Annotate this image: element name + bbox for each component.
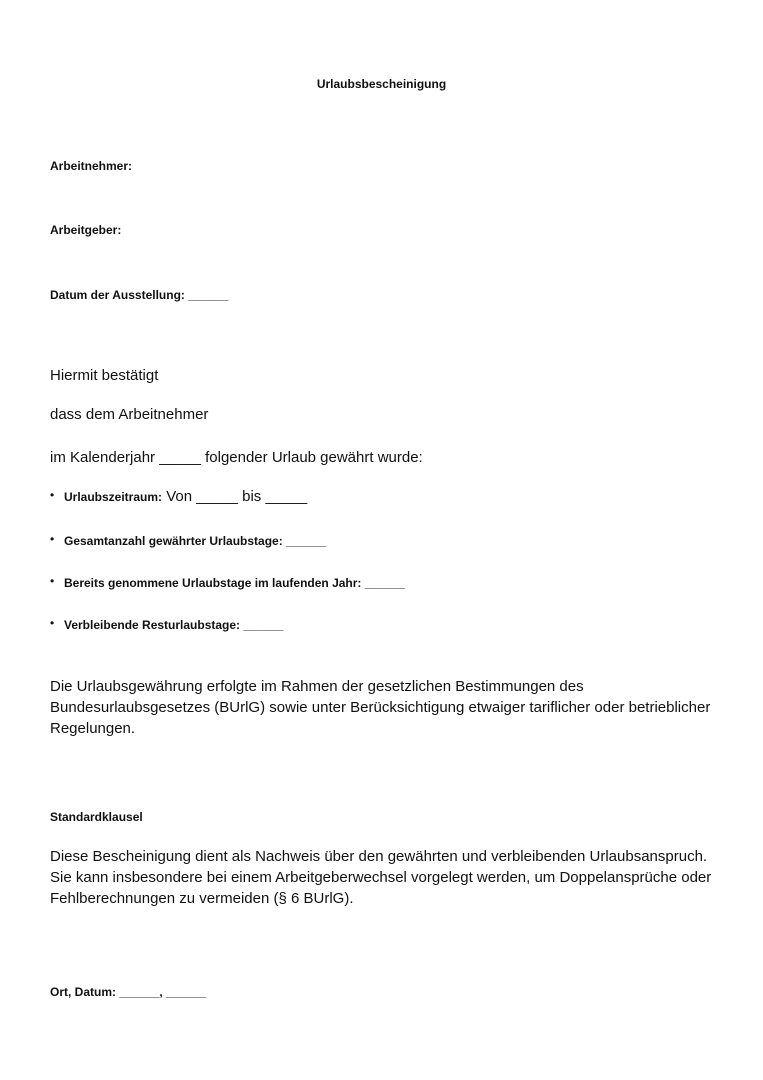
employee-label: Arbeitnehmer: [50, 159, 133, 173]
list-item [64, 488, 307, 506]
document-title: Urlaubsbescheinigung [316, 77, 447, 91]
list-item [64, 532, 326, 550]
vacation-period-value: Von _____ bis _____ [162, 488, 308, 505]
legal-paragraph: Die Urlaubsgewährung erfolgte im Rahmen der gesetzlichen Bestimmungen des Bundesurlaubsgesetzes (BUrlG) sowie unter Berücksichtigung etwaiger tariflicher oder betrieblicher Regelungen. [50, 678, 711, 737]
intro-line-2: dass dem Arbeitnehmer [50, 406, 209, 423]
remaining-days-label: Verbleibende Resturlaubstage: ______ [64, 618, 284, 632]
list-item [64, 616, 283, 634]
place-date-label: Ort, Datum: ______, ______ [50, 985, 207, 999]
standard-clause-text: Diese Bescheinigung dient als Nachweis über den gewährten und verbleibenden Urlaubsanspruch. Sie kann insbesondere bei einem Arbeitgeberwechsel vorgelegt werden, um Doppelansprüche oder Fehlberechnungen zu vermeiden (§ 6 BUrlG). [50, 848, 712, 907]
employer-label: Arbeitgeber: [50, 223, 122, 237]
intro-line-1: Hiermit bestätigt [50, 367, 159, 384]
intro-line-3: im Kalenderjahr _____ folgender Urlaub gewährt wurde: [50, 449, 423, 466]
vacation-period-label: Urlaubszeitraum: [64, 490, 163, 504]
total-days-label: Gesamtanzahl gewährter Urlaubstage: ______ [64, 534, 327, 548]
issue-date-label: Datum der Ausstellung: ______ [50, 288, 229, 302]
list-item [64, 574, 405, 592]
standard-clause-heading: Standardklausel [50, 810, 143, 824]
taken-days-label: Bereits genommene Urlaubstage im laufenden Jahr: ______ [64, 576, 405, 590]
